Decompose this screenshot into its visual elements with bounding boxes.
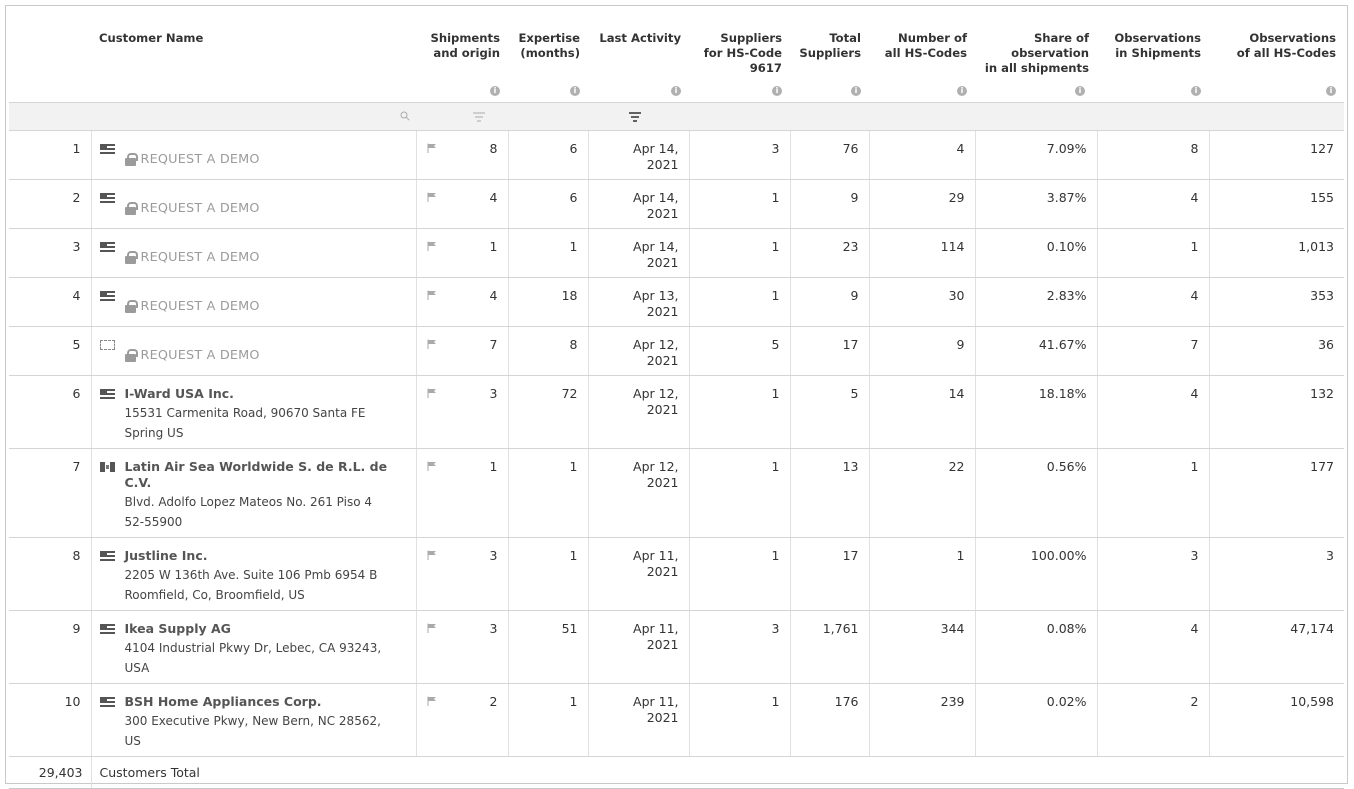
obs-all-cell: 1,013 [1209, 228, 1344, 277]
obs-shipments-cell: 1 [1097, 448, 1209, 537]
table-row[interactable] [9, 610, 1344, 683]
shipments-cell[interactable]: 8 [416, 130, 508, 179]
shipments-cell[interactable]: 3 [416, 375, 508, 448]
expertise-cell: 1 [508, 537, 588, 610]
country-flag-icon [100, 340, 115, 350]
total-suppliers-cell: 9 [790, 179, 869, 228]
total-suppliers-cell: 23 [790, 228, 869, 277]
lock-icon [125, 349, 136, 362]
last-activity-cell: Apr 11, 2021 [588, 537, 689, 610]
shipments-cell[interactable]: 7 [416, 326, 508, 375]
last-activity-cell: Apr 14, 2021 [588, 228, 689, 277]
last-activity-sort-cell[interactable] [588, 102, 689, 130]
flag-icon[interactable] [427, 696, 437, 706]
shipments-cell[interactable]: 4 [416, 277, 508, 326]
col-obs-shipments[interactable]: Observations in Shipments i [1097, 9, 1209, 102]
customer-cell[interactable] [91, 375, 416, 448]
row-index: 10 [9, 683, 91, 756]
obs-all-cell: 353 [1209, 277, 1344, 326]
last-activity-cell: Apr 12, 2021 [588, 375, 689, 448]
col-share[interactable]: Share of observation in all shipments i [975, 9, 1097, 102]
header-row [9, 9, 1344, 102]
col-customer-name[interactable]: Customer Name [91, 9, 416, 102]
suppliers-hs-cell: 3 [689, 610, 790, 683]
suppliers-hs-cell: 1 [689, 277, 790, 326]
customers-table [9, 9, 1344, 789]
table-row[interactable] [9, 683, 1344, 756]
suppliers-hs-cell: 1 [689, 537, 790, 610]
shipments-cell[interactable]: 3 [416, 537, 508, 610]
customer-cell[interactable] [91, 130, 416, 179]
info-icon[interactable]: i [490, 86, 500, 96]
table-row[interactable] [9, 537, 1344, 610]
customer-address: 300 Executive Pkwy, New Bern, NC 28562, [124, 713, 381, 728]
customer-name[interactable]: Latin Air Sea Worldwide S. de R.L. de C.V. [124, 458, 388, 490]
info-icon[interactable]: i [1326, 86, 1336, 96]
row-index: 6 [9, 375, 91, 448]
row-index: 5 [9, 326, 91, 375]
table-row[interactable] [9, 228, 1344, 277]
customer-address: Spring US [124, 425, 184, 440]
flag-icon[interactable] [427, 339, 437, 349]
info-icon[interactable]: i [1075, 86, 1085, 96]
expertise-cell: 72 [508, 375, 588, 448]
flag-icon[interactable] [427, 623, 437, 633]
row-index: 3 [9, 228, 91, 277]
shipments-cell[interactable]: 1 [416, 448, 508, 537]
share-cell: 7.09% [975, 130, 1097, 179]
total-suppliers-cell: 9 [790, 277, 869, 326]
info-icon[interactable]: i [851, 86, 861, 96]
expertise-cell: 1 [508, 228, 588, 277]
share-cell: 0.08% [975, 610, 1097, 683]
row-index: 7 [9, 448, 91, 537]
share-cell: 0.10% [975, 228, 1097, 277]
suppliers-hs-cell: 1 [689, 228, 790, 277]
obs-shipments-cell: 4 [1097, 610, 1209, 683]
flag-icon[interactable] [427, 290, 437, 300]
flag-icon[interactable] [427, 241, 437, 251]
flag-icon[interactable] [427, 550, 437, 560]
number-hs-cell: 239 [869, 683, 975, 756]
obs-all-cell: 3 [1209, 537, 1344, 610]
customer-name[interactable]: Justline Inc. [124, 547, 208, 563]
request-demo-link[interactable]: REQUEST A DEMO [125, 299, 260, 315]
obs-shipments-cell: 1 [1097, 228, 1209, 277]
table-row[interactable] [9, 375, 1344, 448]
share-cell: 0.56% [975, 448, 1097, 537]
lock-icon [125, 300, 136, 313]
share-cell: 18.18% [975, 375, 1097, 448]
customer-cell[interactable] [91, 179, 416, 228]
sort-icon[interactable] [628, 111, 642, 123]
filter-row [9, 102, 1344, 130]
customer-address: Roomfield, Co, Broomfield, US [124, 587, 305, 602]
customer-cell[interactable] [91, 537, 416, 610]
number-hs-cell: 30 [869, 277, 975, 326]
country-flag-icon [100, 291, 115, 301]
info-icon[interactable]: i [772, 86, 782, 96]
customer-cell[interactable] [91, 683, 416, 756]
obs-all-cell: 36 [1209, 326, 1344, 375]
table-row[interactable] [9, 130, 1344, 179]
request-demo-link[interactable]: REQUEST A DEMO [125, 250, 260, 266]
flag-icon[interactable] [427, 143, 437, 153]
customers-total-label: Customers Total [91, 756, 1344, 788]
suppliers-hs-cell: 1 [689, 448, 790, 537]
suppliers-hs-cell: 1 [689, 683, 790, 756]
customer-address: Blvd. Adolfo Lopez Mateos No. 261 Piso 4 [124, 494, 373, 509]
expertise-cell: 1 [508, 448, 588, 537]
obs-shipments-cell: 4 [1097, 179, 1209, 228]
info-icon[interactable]: i [1191, 86, 1201, 96]
expertise-cell: 18 [508, 277, 588, 326]
number-hs-cell: 344 [869, 610, 975, 683]
request-demo-link[interactable]: REQUEST A DEMO [125, 201, 260, 217]
customer-name[interactable]: Ikea Supply AG [124, 620, 231, 636]
table-row[interactable] [9, 277, 1344, 326]
total-suppliers-cell: 17 [790, 326, 869, 375]
suppliers-hs-cell: 3 [689, 130, 790, 179]
total-suppliers-cell: 5 [790, 375, 869, 448]
row-index: 1 [9, 130, 91, 179]
suppliers-hs-cell: 1 [689, 179, 790, 228]
row-index: 4 [9, 277, 91, 326]
col-index [9, 9, 91, 102]
share-cell: 100.00% [975, 537, 1097, 610]
total-suppliers-cell: 17 [790, 537, 869, 610]
flag-icon[interactable] [427, 192, 437, 202]
customer-address: 2205 W 136th Ave. Suite 106 Pmb 6954 B [124, 567, 378, 582]
country-flag-icon [100, 697, 115, 707]
lock-icon [125, 202, 136, 215]
customer-address: 15531 Carmenita Road, 90670 Santa FE [124, 405, 366, 420]
country-flag-icon [100, 462, 115, 472]
col-total-suppliers[interactable]: Total Suppliers i [790, 9, 869, 102]
share-cell: 3.87% [975, 179, 1097, 228]
table-row[interactable] [9, 179, 1344, 228]
customer-cell[interactable] [91, 228, 416, 277]
info-icon[interactable]: i [957, 86, 967, 96]
col-suppliers-hs[interactable]: Suppliers for HS-Code 9617 i [689, 9, 790, 102]
customer-name[interactable]: I-Ward USA Inc. [124, 385, 234, 401]
col-number-hs[interactable]: Number of all HS-Codes i [869, 9, 975, 102]
country-flag-icon [100, 551, 115, 561]
last-activity-cell: Apr 11, 2021 [588, 610, 689, 683]
flag-icon[interactable] [427, 461, 437, 471]
obs-shipments-cell: 7 [1097, 326, 1209, 375]
table-row[interactable] [9, 448, 1344, 537]
expertise-cell: 51 [508, 610, 588, 683]
country-flag-icon [100, 389, 115, 399]
number-hs-cell: 1 [869, 537, 975, 610]
expertise-cell: 6 [508, 179, 588, 228]
number-hs-cell: 22 [869, 448, 975, 537]
customer-cell[interactable] [91, 448, 416, 537]
last-activity-cell: Apr 14, 2021 [588, 179, 689, 228]
obs-all-cell: 10,598 [1209, 683, 1344, 756]
suppliers-hs-cell: 1 [689, 375, 790, 448]
share-cell: 41.67% [975, 326, 1097, 375]
obs-shipments-cell: 2 [1097, 683, 1209, 756]
customer-name[interactable]: BSH Home Appliances Corp. [124, 693, 322, 709]
suppliers-hs-cell: 5 [689, 326, 790, 375]
lock-icon [125, 251, 136, 264]
customer-cell[interactable] [91, 326, 416, 375]
total-suppliers-cell: 13 [790, 448, 869, 537]
country-flag-icon [100, 242, 115, 252]
customer-address: 4104 Industrial Pkwy Dr, Lebec, CA 93243, [124, 640, 382, 655]
last-activity-cell: Apr 12, 2021 [588, 326, 689, 375]
country-flag-icon [100, 193, 115, 203]
row-index: 2 [9, 179, 91, 228]
shipments-cell[interactable]: 1 [416, 228, 508, 277]
request-demo-link[interactable]: REQUEST A DEMO [125, 152, 260, 168]
number-hs-cell: 114 [869, 228, 975, 277]
customer-cell[interactable] [91, 610, 416, 683]
name-search-cell[interactable] [91, 102, 416, 130]
lock-icon [125, 153, 136, 166]
total-row [9, 756, 1344, 788]
info-icon[interactable]: i [671, 86, 681, 96]
request-demo-link[interactable]: REQUEST A DEMO [125, 348, 260, 364]
share-cell: 2.83% [975, 277, 1097, 326]
last-activity-cell: Apr 13, 2021 [588, 277, 689, 326]
country-flag-icon [100, 144, 115, 154]
shipments-cell[interactable]: 2 [416, 683, 508, 756]
shipments-cell[interactable]: 3 [416, 610, 508, 683]
col-last-activity[interactable]: Last Activity i [588, 9, 689, 102]
customer-cell[interactable] [91, 277, 416, 326]
number-hs-cell: 14 [869, 375, 975, 448]
customer-address: US [124, 733, 141, 748]
country-flag-icon [100, 624, 115, 634]
obs-shipments-cell: 4 [1097, 277, 1209, 326]
total-suppliers-cell: 76 [790, 130, 869, 179]
last-activity-cell: Apr 12, 2021 [588, 448, 689, 537]
customers-total-count: 29,403 [9, 756, 91, 788]
number-hs-cell: 4 [869, 130, 975, 179]
total-suppliers-cell: 1,761 [790, 610, 869, 683]
obs-all-cell: 132 [1209, 375, 1344, 448]
obs-shipments-cell: 4 [1097, 375, 1209, 448]
expertise-cell: 6 [508, 130, 588, 179]
shipments-filter-cell[interactable] [416, 102, 508, 130]
table-row[interactable] [9, 326, 1344, 375]
info-icon[interactable]: i [570, 86, 580, 96]
col-obs-all[interactable]: Observations of all HS-Codes i [1209, 9, 1344, 102]
obs-shipments-cell: 8 [1097, 130, 1209, 179]
obs-all-cell: 177 [1209, 448, 1344, 537]
obs-shipments-cell: 3 [1097, 537, 1209, 610]
obs-all-cell: 155 [1209, 179, 1344, 228]
col-shipments[interactable]: Shipments and origin i [416, 9, 508, 102]
expertise-cell: 1 [508, 683, 588, 756]
filter-icon[interactable] [472, 111, 486, 123]
search-icon[interactable] [400, 111, 410, 121]
customer-address: 52-55900 [124, 514, 183, 529]
share-cell: 0.02% [975, 683, 1097, 756]
customer-address: USA [124, 660, 150, 675]
row-index: 9 [9, 610, 91, 683]
row-index: 8 [9, 537, 91, 610]
total-suppliers-cell: 176 [790, 683, 869, 756]
number-hs-cell: 9 [869, 326, 975, 375]
last-activity-cell: Apr 11, 2021 [588, 683, 689, 756]
obs-all-cell: 127 [1209, 130, 1344, 179]
obs-all-cell: 47,174 [1209, 610, 1344, 683]
shipments-cell[interactable]: 4 [416, 179, 508, 228]
expertise-cell: 8 [508, 326, 588, 375]
customers-table-panel [5, 5, 1348, 784]
col-expertise[interactable]: Expertise (months) i [508, 9, 588, 102]
number-hs-cell: 29 [869, 179, 975, 228]
last-activity-cell: Apr 14, 2021 [588, 130, 689, 179]
flag-icon[interactable] [427, 388, 437, 398]
